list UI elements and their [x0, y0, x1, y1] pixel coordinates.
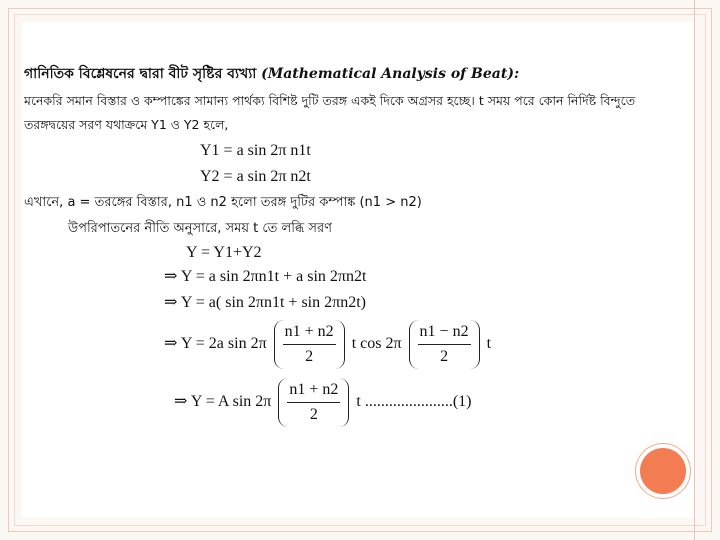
eq3-frac2-numerator: n1 − n2	[418, 322, 471, 345]
eq4-tail: t ......................(1)	[356, 393, 472, 411]
eq4-fraction	[278, 378, 349, 427]
eq4-numerator: n1 + n2	[287, 380, 340, 403]
equation-y1: Y1 = a sin 2π n1t	[200, 142, 311, 159]
eq3-tail: t	[486, 335, 492, 353]
equation-step-3	[164, 320, 491, 369]
eq3-frac1-numerator: n1 + n2	[283, 322, 336, 345]
equation-step-4	[174, 378, 471, 427]
paragraph-3: উপরিপাতনের নীতি অনুসারে, সময় t তে লব্ধি সরণ	[68, 221, 332, 236]
vertical-rule	[694, 0, 695, 540]
slide-title	[24, 64, 519, 83]
equation-step-2: ⇒ Y = a( sin 2πn1t + sin 2πn2t)	[164, 294, 366, 311]
title-english: (Mathematical Analysis of Beat):	[261, 66, 520, 82]
eq3-mid: t cos 2π	[351, 335, 402, 353]
equation-step-1: ⇒ Y = a sin 2πn1t + a sin 2πn2t	[164, 268, 367, 285]
equation-sum: Y = Y1+Y2	[186, 244, 262, 261]
eq4-denominator: 2	[309, 406, 318, 423]
paragraph-1-line-1: মনেকরি সমান বিস্তার ও কম্পাঙ্কের সামান্য পার্থক্য বিশিষ্ট দুটি তরঙ্গ একই দিকে অগ্রসর হচ্ছে। t সময় পরে কোন নির্দিষ্ট বিন্দুতে	[24, 93, 636, 108]
equation-y2: Y2 = a sin 2π n2t	[200, 168, 311, 185]
eq3-frac2-denominator: 2	[440, 348, 449, 365]
eq3-fraction-sum	[274, 320, 345, 369]
paragraph-2: এখানে, a = তরঙ্গের বিস্তার, n1 ও n2 হলো তরঙ্গ দুটির কম্পাঙ্ক (n1 > n2)	[24, 195, 422, 210]
title-bengali: গানিতিক বিশ্লেষনের দ্বারা বীট সৃষ্টির ব্যখ্যা	[24, 66, 257, 82]
eq3-frac1-denominator: 2	[305, 348, 314, 365]
eq3-fraction-diff	[409, 320, 480, 369]
eq4-lead: ⇒ Y = A sin 2π	[174, 393, 272, 411]
paragraph-1-line-2: তরঙ্গদ্বয়ের সরণ যথাক্রমে Y1 ও Y2 হলে,	[24, 117, 229, 132]
orange-circle-decoration	[640, 448, 686, 494]
slide-content	[22, 22, 694, 518]
eq3-lead: ⇒ Y = 2a sin 2π	[164, 335, 267, 353]
